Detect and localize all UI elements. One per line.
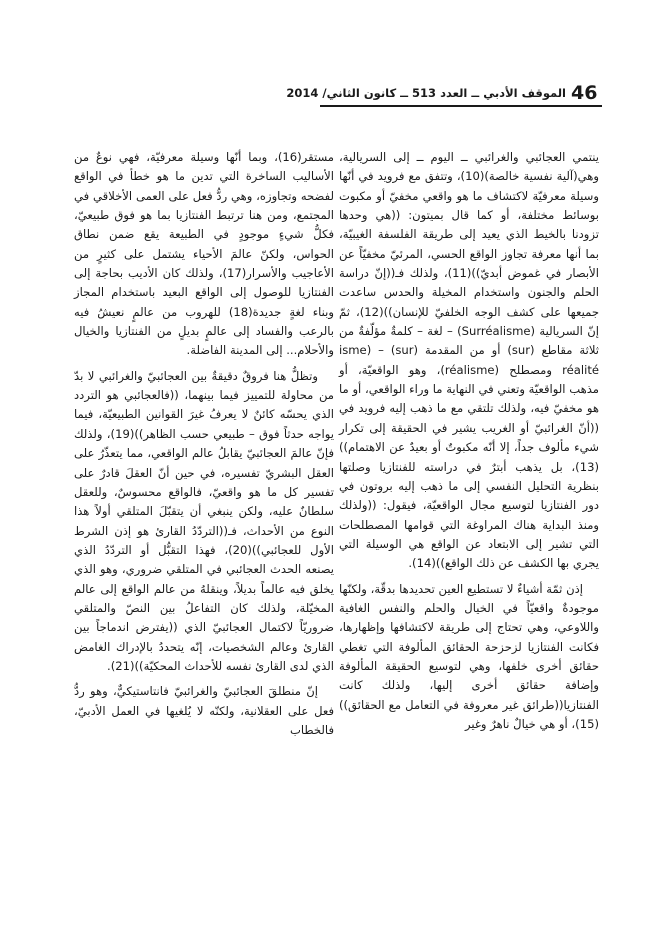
paragraph: وتظلُّ هنا فروقٌ دقيقةٌ بين العجائبيّ والغرائبي لا بدّ من محاولة للتمييز فيما بينهما، ((فالعجائبي هو التردد الذي يحسّه كائنٌ لا يعرفُ غيرَ القوانين الطبيعيّة، فيما يواجه حدثاً فوق – طبيعي حسب الظاهر))(19)، ولذلك فإنّ عالمَ العجائبيّ يقابلُ عالم الواقعي، مما يتعذّرُ على العقل البشريّ تفسيره، في حين أنّ العقلَ قادرٌ على تفسير كل ما هو واقعيّ، فالواقع محسوسٌ، وللعقل سلطانٌ عليه، ولكن ينبغي أن يتقبّلَ المتلقي أولاً هذا النوع من الأحداث، فـ((التردّدُ القارئ هو إذن الشرط الأول للعجائبي))(20)، فهذا التقبُّل أو التردّدُ الذي يصنعه الحدث العجائبي في المتلقي ضروري، وهو الذي يخلق فيه عالماً بديلاً، وينقلهُ من عالم الواقع إلى عالم المخيّلة، ولذلك كان التفاعلُ بين النصّ والمتلقي ضروريّاً لاكتمال العجائبيّ الذي ((يفترض اندماجاً بين القارئ وعالم الشخصيات، إنّه يتحددُ بالإدراك الغامض الذي لدى القارئ نفسه للأحداث المحكيّة))(21). (74, 368, 334, 673)
paragraph: إذن ثمّة أشياءٌ لا تستطيع العين تحديدها بدقّة، ولكنّها موجودةٌ واقعيّاً في الخيال والحلم والنفس الغافية واللاوعي، وهي تحتاج إلى طريقة لاكتشافها وإظهارها، فكانت الفنتازيا لزحزحة الحقائق المألوفة التي تغطي حقائق أخرى خلفها، وهي لتوسيع الحقيقة المألوفة وإضافة حقائق أخرى إليها، ولذلك كانت الفنتازيا((طرائق غير معروفة في التعامل مع الحقائق))(15)، أو هي خيالٌ ناهرٌ وغير (339, 581, 599, 731)
page-number: 46 (571, 82, 598, 104)
paragraph: إنّ منطلقَ العجائبيّ والغرائبيّ فانتاستيكيٌّ، وهو ردُّ فعل على العقلانية، ولكنّه لا يُلغيها في العمل الأدبيّ، فالخطاب (74, 684, 334, 737)
text-column-left (74, 148, 334, 740)
running-head: الموقف الأدبي ــ العدد 513 ــ كانون الثاني/ 2014 (286, 86, 566, 100)
paragraph: ينتمي العجائبي والغرائبي ــ اليوم ــ إلى السريالية، وهي(آلية نفسية خالصة)(10)، وتتفق مع فرويد في أنّها وسيلة معرفيّة لاكتشاف ما هو واقعي مخفيّ أو مكبوت بوسائط مختلفة، أو كما قال بميتون: ((هي وحدها تزودنا بالخيط الذي يعيد إلى طريقة الفلسفة الغيبيّة، بما أنها معرفة تجاوز الواقع الحسي، المرئيّ مخفيّاً عن الأبصار في غموض أبديّ))(11)، ولذلك فـ((إنّ دراسة الحلم والجنون واستخدام المخيلة والحدس ساعدت جميعها على كشف الوجه الخلفيّ للإنسان))(12)، ثمّ إنّ السريالية (Surréalisme) – لغة – كلمةٌ مؤلّفةٌ من ثلاثة مقاطع (sur) أو من المقدمة (sur) – isme) réalité ومصطلح (réalisme)، وهو الواقعيّة، أو مذهب الواقعيّة وتعني في النهاية ما وراء الواقعي، أو ما هو مخفيّ فيه، ولذلك تلتقي مع ما ذهب إليه فرويد في ((أنّ الغرائبيّ أو الغريب يشير في الحقيقة إلى تكرار شيء مألوف جداً، إلا أنّه مكبوتٌ أو بعيدٌ عن الاهتمام))(13)، بل يذهب أبترٌ في دراسته للفنتازيا وصلتها بنظرية التحليل النفسي إلى ما ذهب إليه بروتون في دور الفنتازيا لتوسيع مجال الواقعيّة، فيقول: ((ولذلك ومنذ البداية هناك المراوغة التي قوامها المصطلحات التي تشير إلى الابتعاد عن الواقع هي الوسيلة التي يجري بها الكشف عن ذلك الواقع))(14). (339, 150, 600, 571)
text-column-right (339, 148, 599, 734)
paragraph: مستقر(16)، وبما أنّها وسيلة معرفيّة، فهي نوعٌ من الأساليب الساخرة التي تدين ما هو خطأ في الواقع لفضحه وتجاوزه، وهي ردُّ فعل على العمى الأخلاقي في المجتمع، ومن هنا ترتبط الفنتازيا بما هو فوق طبيعيّ، فكلُّ شيءٍ موجودٍ في الطبيعة يقع ضمن نطاق الحواس، ولكنّ عالمَ الأحياء يشتمل على كثيرٍ من الأعاجيب والأسرار(17)، ولذلك كان الأديب بحاجة إلى الفنتازيا للوصول إلى الواقع البعيد باستخدام المجاز وبناء لغةٍ جديدة(18) للهروب من عالمٍ نعيشُ فيه بالرعب والفساد إلى عالمٍ بديلٍ من الفنتازيا والخيال والأحلام... إلى المدينة الفاضلة. (74, 150, 335, 358)
